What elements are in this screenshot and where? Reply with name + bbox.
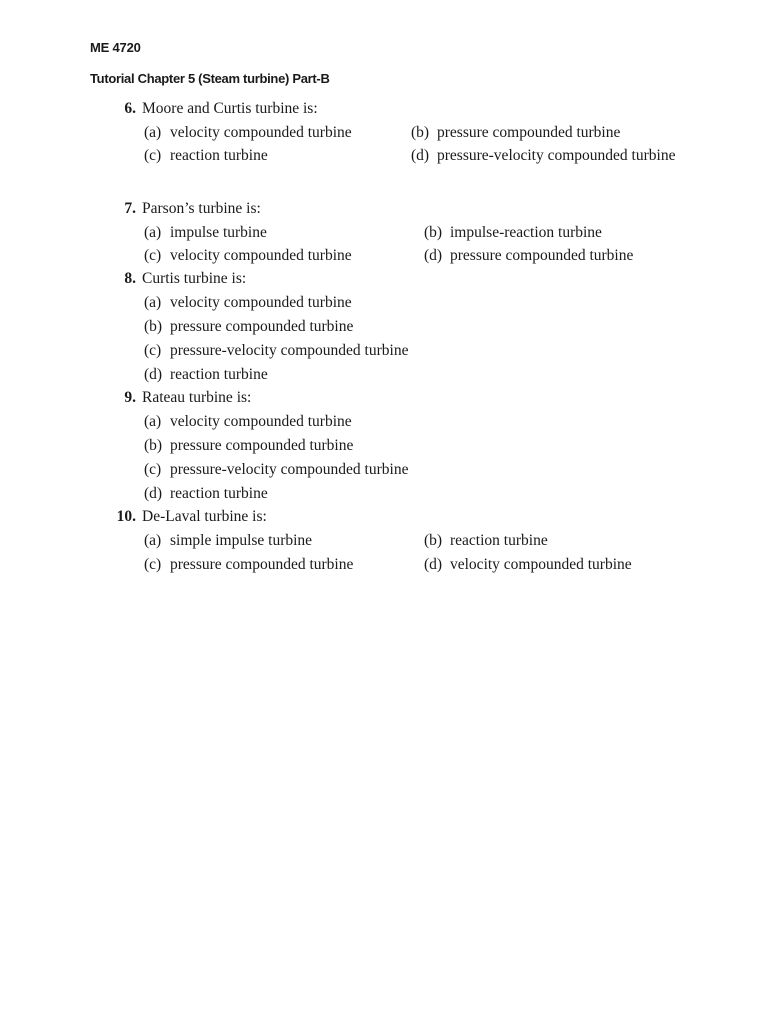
option-text: reaction turbine [170, 485, 268, 502]
option-text: velocity compounded turbine [170, 247, 352, 264]
option-label: (d) [424, 556, 443, 573]
question-9-option-d [144, 485, 268, 503]
option-text: reaction turbine [170, 366, 268, 383]
option-text: velocity compounded turbine [170, 294, 352, 311]
option-text: pressure-velocity compounded turbine [170, 342, 409, 359]
question-7-option-b [424, 224, 602, 242]
option-text: impulse turbine [170, 224, 267, 241]
question-10-option-c [144, 556, 353, 574]
option-label: (d) [144, 366, 163, 383]
question-7-option-d [424, 247, 633, 265]
option-label: (c) [144, 247, 162, 264]
option-text: pressure compounded turbine [437, 124, 621, 141]
option-text: pressure compounded turbine [450, 247, 634, 264]
option-text: velocity compounded turbine [450, 556, 632, 573]
option-text: pressure compounded turbine [170, 437, 354, 454]
question-9-option-b [144, 437, 353, 455]
question-8-number: 8. [124, 270, 136, 287]
option-label: (a) [144, 224, 162, 241]
option-label: (d) [144, 485, 163, 502]
question-8-option-a [144, 294, 352, 312]
question-6-option-d [411, 147, 675, 165]
option-label: (b) [144, 437, 163, 454]
option-text: pressure-velocity compounded turbine [437, 147, 676, 164]
question-6-number: 6. [124, 100, 136, 117]
option-text: reaction turbine [170, 147, 268, 164]
question-10-option-a [144, 532, 312, 550]
question-7-text: Parson’s turbine is: [142, 200, 261, 217]
option-label: (c) [144, 556, 162, 573]
option-label: (a) [144, 124, 162, 141]
question-7-option-a [144, 224, 267, 242]
option-text: velocity compounded turbine [170, 413, 352, 430]
option-text: pressure-velocity compounded turbine [170, 461, 409, 478]
question-6-option-c [144, 147, 268, 165]
question-6-option-a [144, 124, 352, 142]
option-label: (d) [424, 247, 443, 264]
course-code: ME 4720 [90, 40, 141, 55]
page-title: Tutorial Chapter 5 (Steam turbine) Part-B [90, 71, 330, 86]
question-8-option-d [144, 366, 268, 384]
question-7-number: 7. [124, 200, 136, 217]
question-10-text: De-Laval turbine is: [142, 508, 267, 525]
option-label: (c) [144, 342, 162, 359]
question-10-number: 10. [116, 508, 136, 525]
option-label: (d) [411, 147, 430, 164]
question-10-option-b [424, 532, 548, 550]
question-10-option-d [424, 556, 632, 574]
option-text: pressure compounded turbine [170, 556, 354, 573]
option-label: (a) [144, 532, 162, 549]
option-text: simple impulse turbine [170, 532, 313, 549]
option-label: (c) [144, 147, 162, 164]
question-8-option-c [144, 342, 408, 360]
question-6-text: Moore and Curtis turbine is: [142, 100, 318, 117]
option-text: reaction turbine [450, 532, 548, 549]
question-9-text: Rateau turbine is: [142, 389, 252, 406]
option-label: (b) [424, 532, 443, 549]
question-9-option-c [144, 461, 408, 479]
option-label: (b) [424, 224, 443, 241]
option-label: (c) [144, 461, 162, 478]
option-label: (b) [144, 318, 163, 335]
option-label: (a) [144, 413, 162, 430]
option-text: impulse-reaction turbine [450, 224, 602, 241]
question-9-number: 9. [124, 389, 136, 406]
option-text: velocity compounded turbine [170, 124, 352, 141]
option-label: (b) [411, 124, 430, 141]
option-label: (a) [144, 294, 162, 311]
question-6-option-b [411, 124, 620, 142]
question-9-option-a [144, 413, 352, 431]
question-8-option-b [144, 318, 353, 336]
question-7-option-c [144, 247, 352, 265]
option-text: pressure compounded turbine [170, 318, 354, 335]
question-8-text: Curtis turbine is: [142, 270, 247, 287]
